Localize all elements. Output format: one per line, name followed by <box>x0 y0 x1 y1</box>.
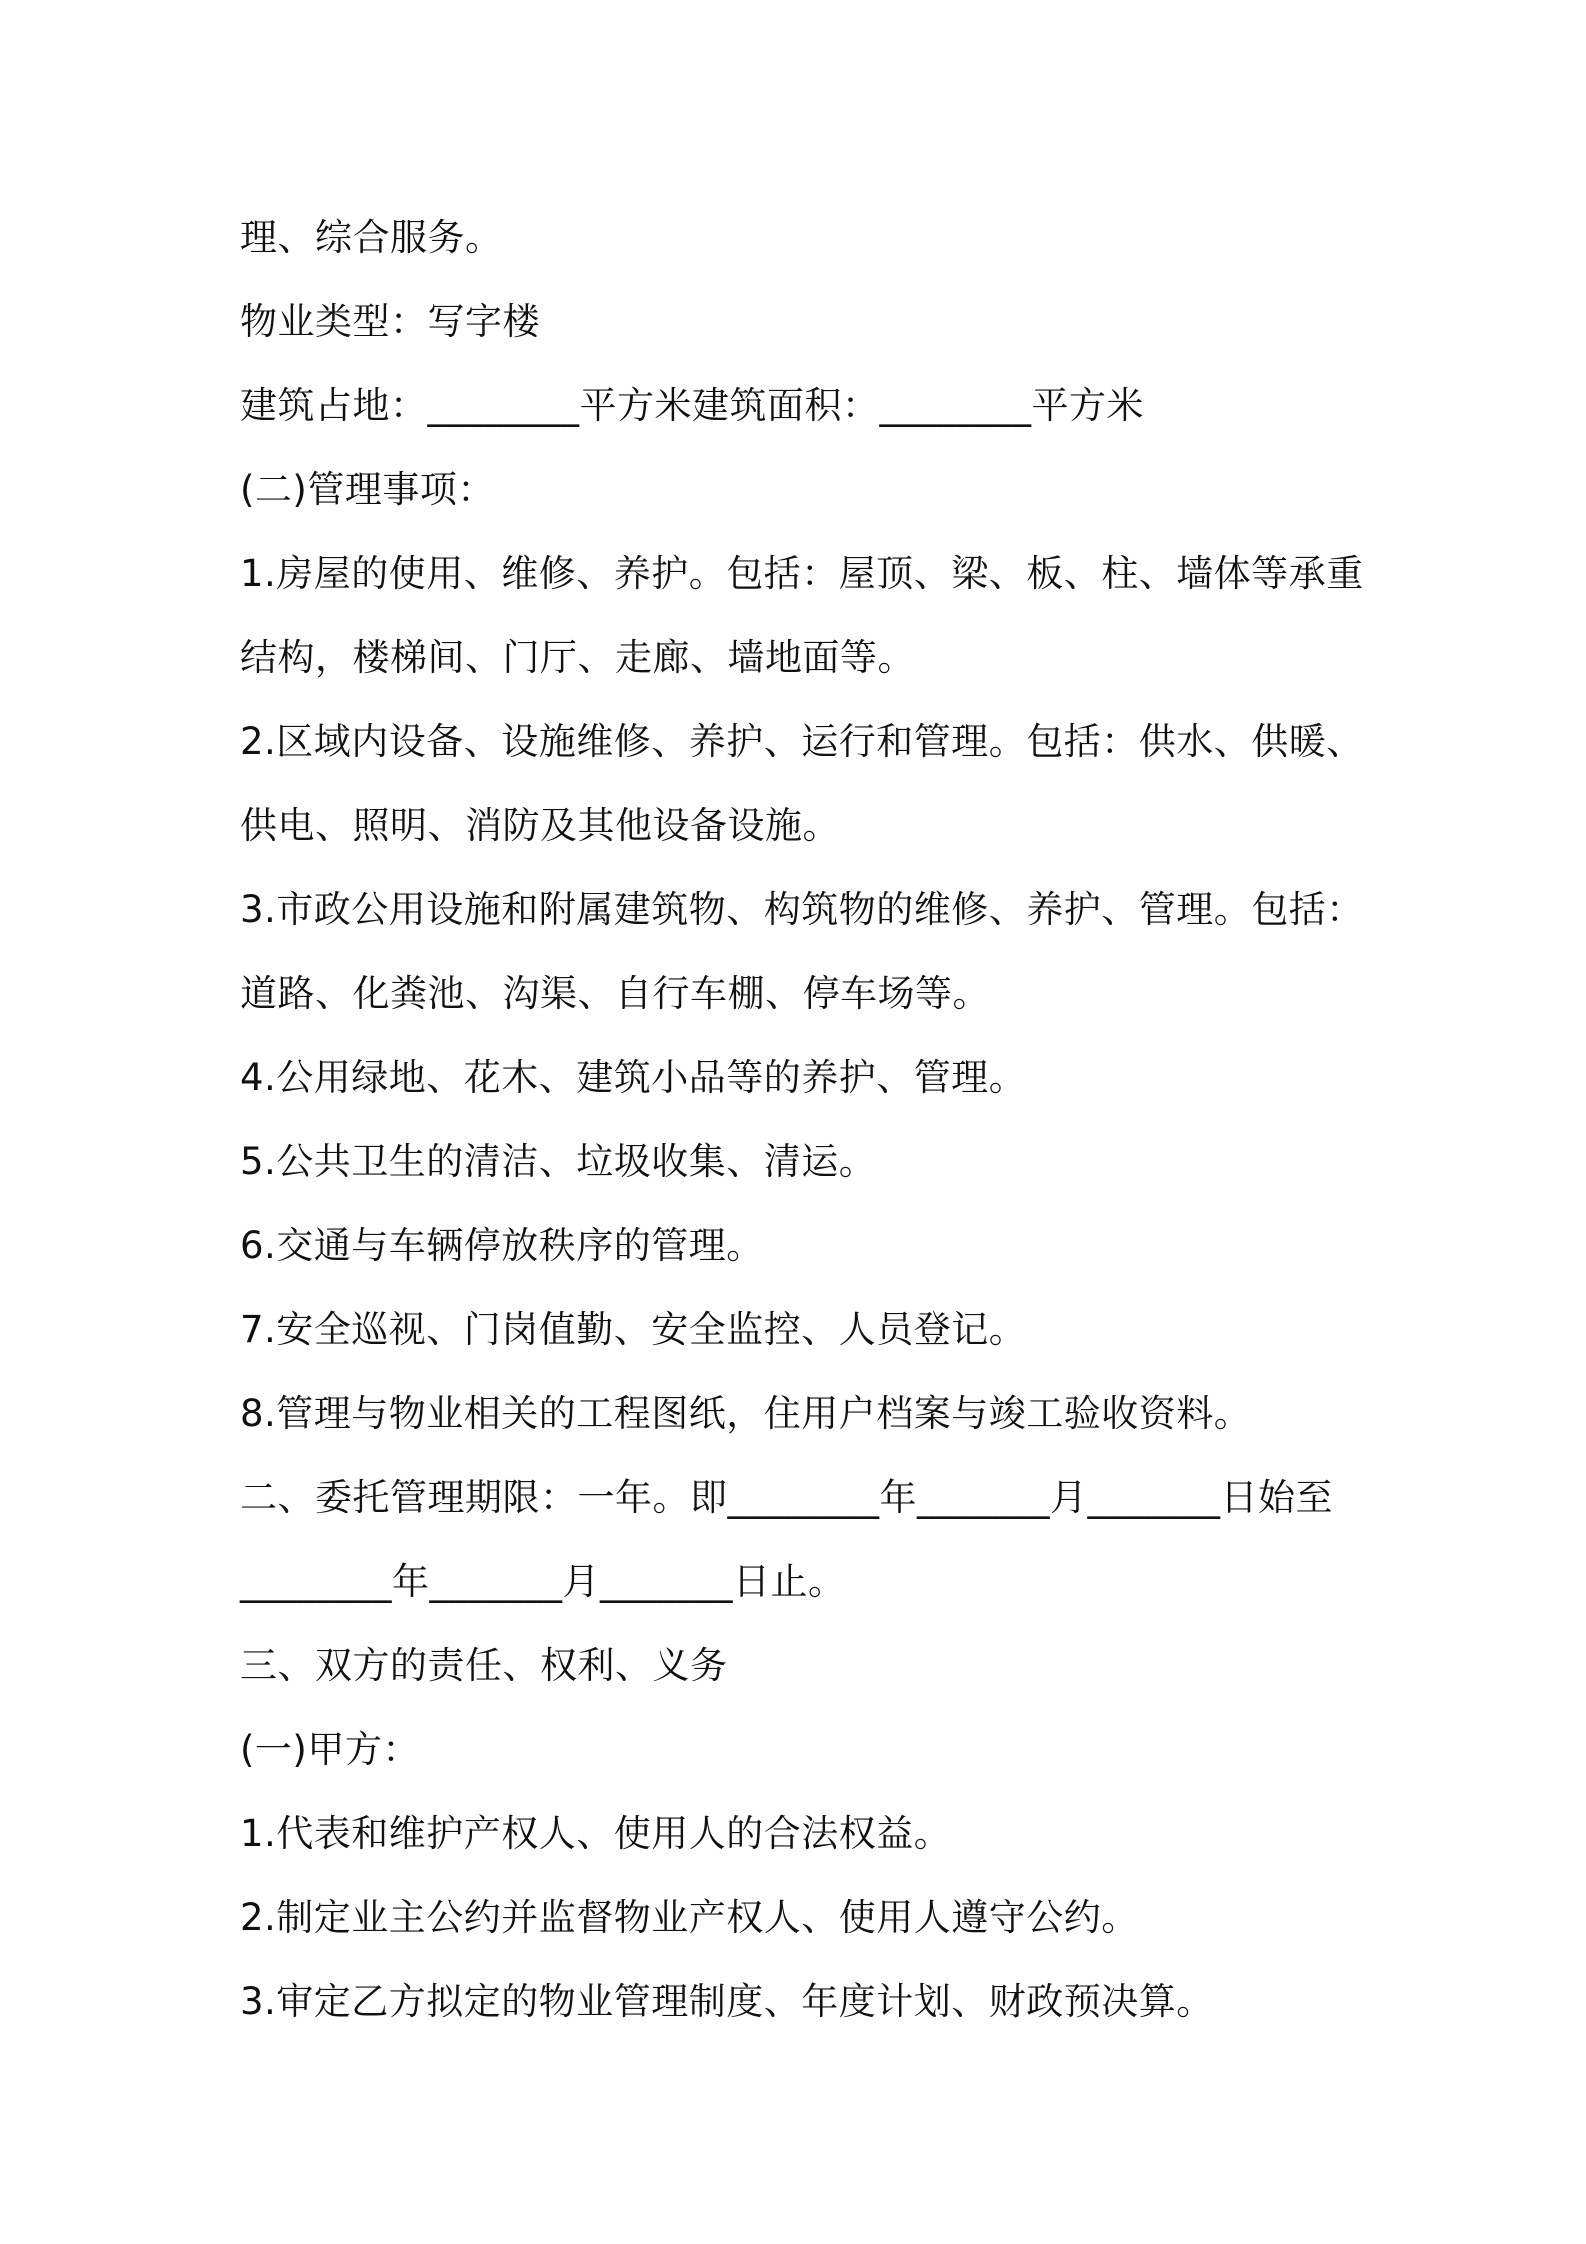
section-heading-responsibilities: 三、双方的责任、权利、义务 <box>240 1644 728 1687</box>
list-item: 8.管理与物业相关的工程图纸，住用户档案与竣工验收资料。 <box>240 1392 1252 1435</box>
list-item: 6.交通与车辆停放秩序的管理。 <box>240 1224 764 1267</box>
document-body <box>240 196 1370 2044</box>
list-item: 1.房屋的使用、维修、养护。包括：屋顶、梁、板、柱、墙体等承重 <box>240 552 1364 595</box>
list-item: 5.公共卫生的清洁、垃圾收集、清运。 <box>240 1140 877 1183</box>
section-heading-management-items: (二)管理事项： <box>240 468 495 511</box>
list-item-continuation: 道路、化粪池、沟渠、自行车棚、停车场等。 <box>240 972 990 1015</box>
list-item: 2.区域内设备、设施维修、养护、运行和管理。包括：供水、供暖、 <box>240 720 1364 763</box>
list-item-continuation: 供电、照明、消防及其他设备设施。 <box>240 804 840 847</box>
list-item-continuation: 结构，楼梯间、门厅、走廊、墙地面等。 <box>240 636 915 679</box>
list-item: 1.代表和维护产权人、使用人的合法权益。 <box>240 1812 952 1855</box>
list-item: 7.安全巡视、门岗值勤、安全监控、人员登记。 <box>240 1308 1027 1351</box>
list-item: 2.制定业主公约并监督物业产权人、使用人遵守公约。 <box>240 1896 1139 1939</box>
list-item: 3.市政公用设施和附属建筑物、构筑物的维修、养护、管理。包括： <box>240 888 1364 931</box>
list-item: 3.审定乙方拟定的物业管理制度、年度计划、财政预决算。 <box>240 1980 1214 2023</box>
term-continuation: ________年_______月_______日止。 <box>240 1560 846 1603</box>
property-type-line: 物业类型：写字楼 <box>240 300 540 343</box>
text-line: 理、综合服务。 <box>240 216 503 259</box>
subsection-heading-party-a: (一)甲方： <box>240 1728 420 1771</box>
section-heading-term: 二、委托管理期限：一年。即________年_______月_______日始至 <box>240 1476 1333 1519</box>
list-item: 4.公用绿地、花木、建筑小品等的养护、管理。 <box>240 1056 1027 1099</box>
building-area-line: 建筑占地：________平方米建筑面积：________平方米 <box>240 384 1144 427</box>
